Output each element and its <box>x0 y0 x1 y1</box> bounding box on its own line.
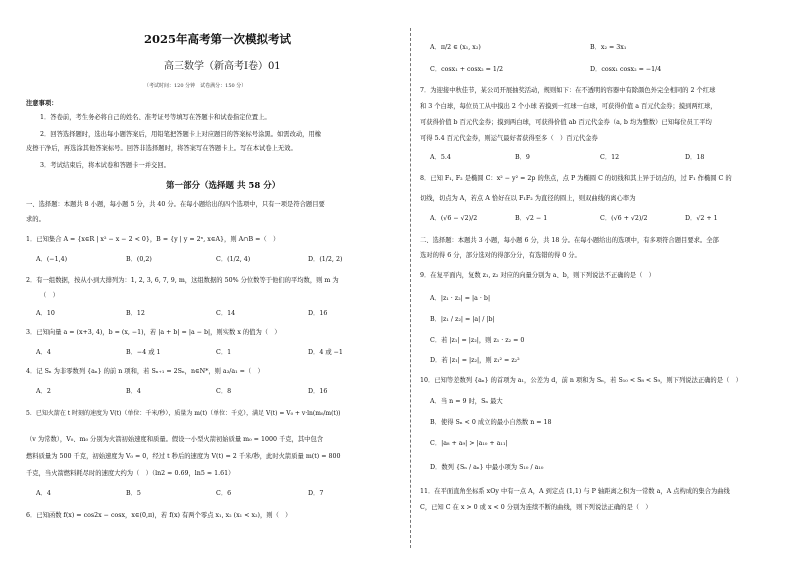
q3-option-a: A．4 <box>36 349 51 356</box>
q4-option-d: D．16 <box>308 388 328 395</box>
q5-option-c: C．6 <box>216 490 232 497</box>
notes-heading: 注意事项： <box>26 100 58 107</box>
q10-option-c: C．|a₈ + a₉| > |a₁₀ + a₁₁| <box>430 440 508 447</box>
q3-option-b: B．−4 或 1 <box>126 349 161 356</box>
part1-heading: 第一部分（选择题 共 58 分） <box>166 181 281 191</box>
q5-line-a: 5．已知火箭在 t 时刻的速度为 V(t)（单位：千米/秒），质量为 m(t)（单位：千克），满足 V(t) = V₀ + v·ln(m₀/m(t)) <box>26 410 341 417</box>
q3-stem: 3．已知向量 a = (x+3, 4)，b = (x, −1)，若 |a + b| = |a − b|，则实数 x 的值为（ ） <box>26 329 281 336</box>
q6-stem: 6．已知函数 f(x) = cos2x − cosx，x∈(0,π)，若 f(x) 有两个零点 x₁, x₂ (x₁ < x₂)，则（ ） <box>26 512 292 519</box>
q9-option-c: C．若 |z₁| = |z₂|，则 z₁ · z₂ = 0 <box>430 337 525 344</box>
q5-line-c: 燃料质量为 500 千克，初始速度为 V₀ = 0，经过 t 秒后的速度为 V(t) = 2 千米/秒，此时火箭质量 m(t) = 800 <box>26 453 341 460</box>
q7-line-b: 和 3 个白球，每位员工从中摸出 2 个小球 若摸到一红球一白球，可获得价值 a 百元代金券；摸到两红球， <box>420 103 717 110</box>
q5-option-d: D．7 <box>308 490 324 497</box>
q2-paren: （ ） <box>40 292 59 299</box>
q9-option-d: D．若 |z₁| = |z₂|，则 z₁² = z₂² <box>430 357 520 364</box>
q9-option-b: B．|z₁ / z₂| = |a| / |b| <box>430 316 495 323</box>
exam-meta: （考试时间：120 分钟 试卷满分：150 分） <box>144 83 247 89</box>
q11-line-b: C，已知 C 在 x > 0 或 x < 0 分别为连续不断的曲线，则下列说法正确的是（ ） <box>420 504 652 511</box>
q6-option-b: B．x₂ = 3x₁ <box>590 44 627 51</box>
q5-option-a: A．4 <box>36 490 51 497</box>
q10-option-a: A．当 n = 9 时，Sₙ 最大 <box>430 398 503 405</box>
q9-option-a: A．|z₁ · z₂| = |a · b| <box>430 295 491 302</box>
exam-subtitle: 高三数学（新高考Ⅰ卷）01 <box>164 61 281 72</box>
q4-stem: 4．记 Sₙ 为非零数列 {aₙ} 的前 n 项和，若 Sₙ₊₁ = 2Sₙ，n∈N*，则 a₃/a₁ =（ ） <box>26 368 264 375</box>
q9-stem: 9．在复平面内，复数 z₁, z₂ 对应的向量分别为 a、b，则下列说法不正确的是（ ） <box>420 272 655 279</box>
q7-option-a: A．5.4 <box>430 154 451 161</box>
q10-option-b: B．使得 Sₙ < 0 成立的最小自然数 n = 18 <box>430 419 552 426</box>
q8-option-c: C．(√6 + √2)/2 <box>600 215 648 222</box>
note-1: 1．答卷前，考生务必将自己的姓名、准考证号等填写在答题卡和试卷指定位置上。 <box>40 114 271 121</box>
column-divider <box>410 28 411 548</box>
q2-option-d: D．16 <box>308 310 328 317</box>
q6-option-c: C．cosx₁ + cosx₂ = 1/2 <box>430 66 504 73</box>
note-2a: 2．回答选择题时，选出每小题答案后，用铅笔把答题卡上对应题目的答案标号涂黑。如需改动，用橡 <box>40 131 322 138</box>
q2-option-a: A．10 <box>36 310 55 317</box>
q7-line-c: 可获得价值 b 百元代金券；摸到两白球，可获得价值 ab 百元代金券（a, b 均为整数）已知每位员工平均 <box>420 119 712 126</box>
q7-line-a: 7．为迎接中秋佳节，某公司开展抽奖活动，规则如下：在不透明的容器中有除颜色外完全相同的 2 个红球 <box>420 87 716 94</box>
q8-option-d: D．√2 + 1 <box>685 215 718 222</box>
q8-option-a: A．(√6 − √2)/2 <box>430 215 478 222</box>
q1-option-b: B．(0,2) <box>126 256 152 263</box>
q7-line-d: 可得 5.4 百元代金券，则运气最好者获得至多（ ）百元代金券 <box>420 135 598 142</box>
q1-option-d: D．(1/2, 2) <box>308 256 343 263</box>
q5-option-b: B．5 <box>126 490 141 497</box>
q4-option-a: A．2 <box>36 388 51 395</box>
exam-title: 2025年高考第一次模拟考试 <box>144 32 292 46</box>
q10-option-d: D．数列 {Sₙ / aₙ} 中最小项为 S₁₀ / a₁₀ <box>430 464 544 471</box>
q6-option-a: A．π/2 ∈ (x₁, x₂) <box>430 44 481 51</box>
q8-line-a: 8．已知 F₁, F₂ 是椭圆 C：x² − y² = 2p 的焦点，点 P 为椭圆 C 的切线和其上异于切点的，过 F₁ 作椭圆 C 的 <box>420 175 732 182</box>
q1-stem: 1．已知集合 A = {x∈R | x² − x − 2 < 0}，B = {y | y = 2ˣ, x∈A}，则 A∩B =（ ） <box>26 236 280 243</box>
q8-option-b: B．√2 − 1 <box>515 215 548 222</box>
q11-line-a: 11．在平面直角坐标系 xOy 中有一点 A，A 到定点 (1,1) 与 P 轴距离之积为一常数 a，A 点构成的集合为曲线 <box>420 488 730 495</box>
part2-intro-a: 二、选择题：本题共 3 小题，每小题 6 分，共 18 分。在每小题给出的选项中，有多项符合题目要求。全部 <box>420 237 719 244</box>
q7-option-b: B．9 <box>515 154 530 161</box>
q8-line-b: 切线，切点为 A，若点 A 恰好在以 F₁F₂ 为直径的圆上，则双曲线的离心率为 <box>420 195 636 202</box>
q7-option-c: C．12 <box>600 154 620 161</box>
q6-option-d: D．cosx₁ cosx₂ = −1/4 <box>590 66 662 73</box>
q1-option-a: A．(−1,4) <box>36 256 68 263</box>
q4-option-b: B．4 <box>126 388 141 395</box>
q1-option-c: C．(1/2, 4) <box>216 256 251 263</box>
note-3: 3．考试结束后，将本试卷和答题卡一并交回。 <box>40 162 170 169</box>
part2-intro-b: 选对的得 6 分，部分选对的得部分分，有选错的得 0 分。 <box>420 252 581 259</box>
q2-option-c: C．14 <box>216 310 236 317</box>
q7-option-d: D．18 <box>685 154 705 161</box>
q10-stem: 10．已知等差数列 {aₙ} 的首项为 a₁，公差为 d，前 n 项和为 Sₙ，若 S₁₀ < S₈ < S₉，则下列说法正确的是（ ） <box>420 377 742 384</box>
part1-intro-a: 一、选择题：本题共 8 小题，每小题 5 分，共 40 分。在每小题给出的四个选项中，只有一项是符合题目要 <box>26 201 325 208</box>
q5-line-b: （v 为常数），V₀、m₀ 分别为火箭初始速度和质量。假设一小型火箭初始质量 m₀ = 1000 千克，其中包含 <box>26 436 324 443</box>
part1-intro-b: 求的。 <box>26 216 45 223</box>
note-2b: 皮擦干净后，再选涂其他答案标号。回答非选择题时，将答案写在答题卡上。写在本试卷上无效。 <box>26 145 297 152</box>
q3-option-d: D．4 或 −1 <box>308 349 343 356</box>
q5-line-d: 千克，当火箭燃料耗尽时的速度大约为（ ）（ln2 ≈ 0.69，ln5 ≈ 1.61） <box>26 470 235 477</box>
q3-option-c: C．1 <box>216 349 232 356</box>
q4-option-c: C．8 <box>216 388 232 395</box>
q2-stem: 2．有一组数据，按从小到大排列为：1, 2, 3, 6, 7, 9, m，这组数据的 50% 分位数等于他们的平均数，则 m 为 <box>26 277 339 284</box>
q2-option-b: B．12 <box>126 310 145 317</box>
